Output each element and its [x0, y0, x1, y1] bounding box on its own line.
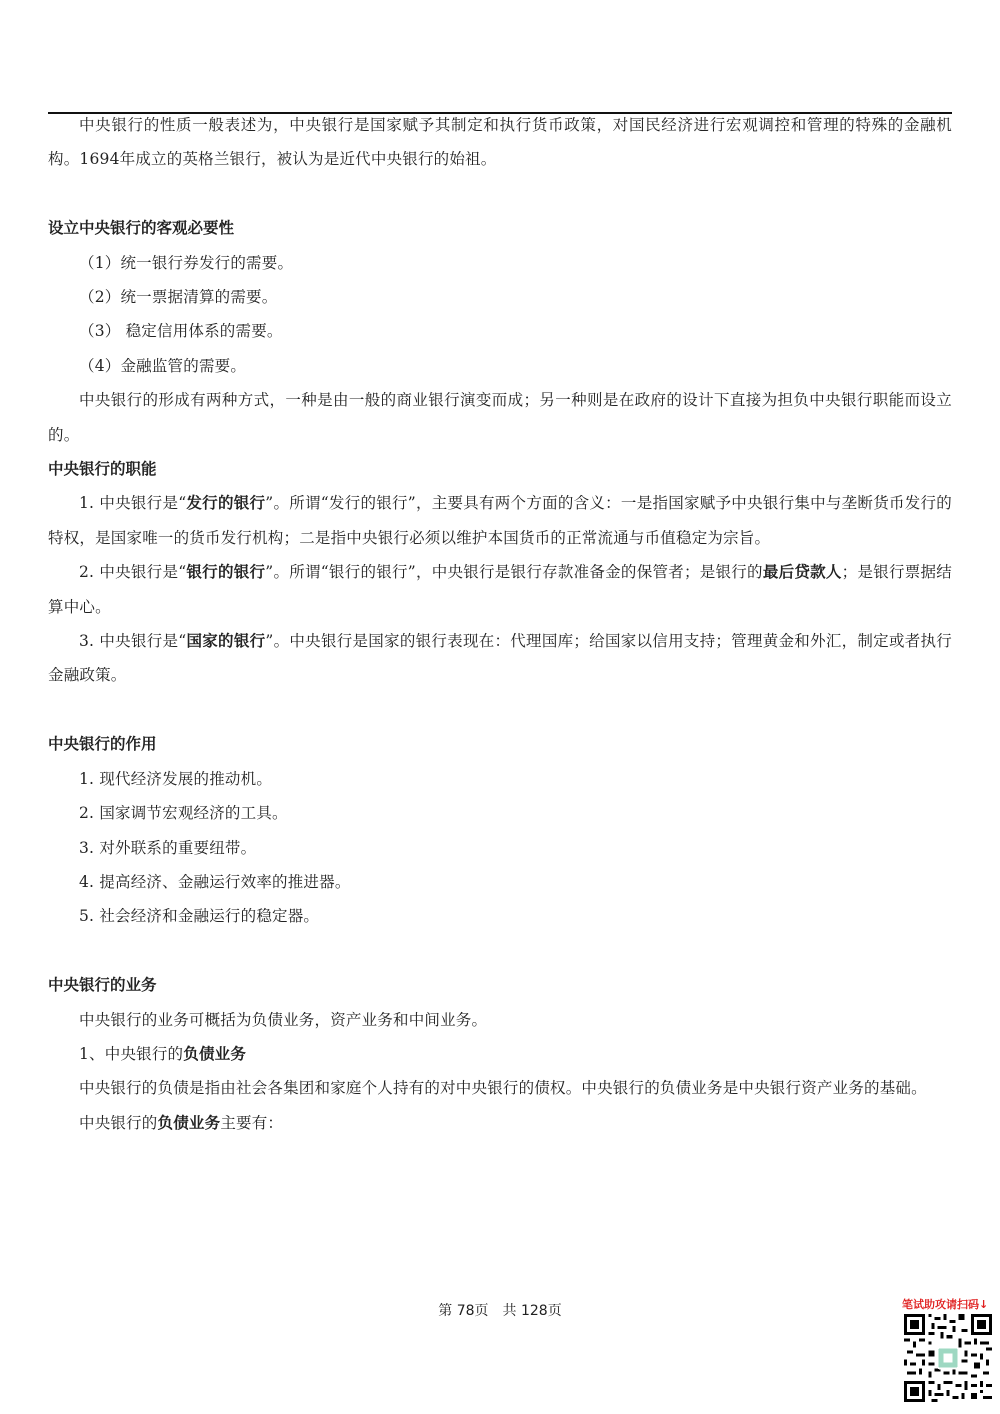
qr-label: 笔试助攻请扫码↓ [902, 1298, 989, 1311]
role-item-5: 5. 社会经济和金融运行的稳定器。 [79, 907, 320, 926]
page-number: 第 78页 共 128页 [438, 1303, 562, 1319]
role-item-1: 1. 现代经济发展的推动机。 [79, 769, 273, 788]
formation-paragraph: 中央银行的形成有两种方式，一种是由一般的商业银行演变而成；另一种则是在政府的设计下直接为担负中央银行职能而设立的。 [48, 391, 952, 444]
necessity-item-4: （4）金融监管的需要。 [79, 356, 247, 375]
spacer [48, 693, 952, 727]
function-2: 2. 中央银行是“银行的银行”。所谓“银行的银行”，中央银行是银行存款准备金的保管者；是银行的最后贷款人；是银行票据结算中心。 [48, 563, 952, 616]
function-3: 3. 中央银行是“国家的银行”。中央银行是国家的银行表现在：代理国库；给国家以信用支持；管理黄金和外汇，制定或者执行金融政策。 [48, 632, 952, 685]
business-summary: 中央银行的业务可概括为负债业务，资产业务和中间业务。 [79, 1010, 488, 1029]
qr-code-icon[interactable] [904, 1314, 992, 1402]
role-item-3: 3. 对外联系的重要纽带。 [79, 838, 257, 857]
liability-subheading: 1、中央银行的负债业务 [79, 1044, 247, 1063]
necessity-item-3: （3） 稳定信用体系的需要。 [79, 322, 283, 341]
necessity-item-1: （1）统一银行券发行的需要。 [79, 253, 294, 272]
role-item-2: 2. 国家调节宏观经济的工具。 [79, 804, 288, 823]
role-item-4: 4. 提高经济、金融运行效率的推进器。 [79, 872, 351, 891]
spacer [48, 934, 952, 968]
necessity-heading: 设立中央银行的客观必要性 [48, 219, 235, 238]
spacer [48, 177, 952, 211]
roles-heading: 中央银行的作用 [48, 735, 157, 754]
nature-paragraph: 中央银行的性质一般表述为，中央银行是国家赋予其制定和执行货币政策，对国民经济进行宏观调控和管理的特殊的金融机构。1694年成立的英格兰银行，被认为是近代中央银行的始祖。 [48, 116, 952, 169]
functions-heading: 中央银行的职能 [48, 460, 157, 479]
liability-paragraph: 中央银行的负债是指由社会各集团和家庭个人持有的对中央银行的债权。中央银行的负债业务是中央银行资产业务的基础。 [79, 1079, 927, 1098]
business-heading: 中央银行的业务 [48, 976, 157, 995]
liability-main: 中央银行的负债业务主要有： [79, 1113, 284, 1132]
function-1: 1. 中央银行是“发行的银行”。所谓“发行的银行”，主要具有两个方面的含义：一是指国家赋予中央银行集中与垄断货币发行的特权，是国家唯一的货币发行机构；二是指中央银行必须以维护本国货币的正常流通与币值稳定为宗旨。 [48, 494, 952, 547]
necessity-item-2: （2）统一票据清算的需要。 [79, 288, 278, 307]
page-content [48, 108, 952, 1140]
